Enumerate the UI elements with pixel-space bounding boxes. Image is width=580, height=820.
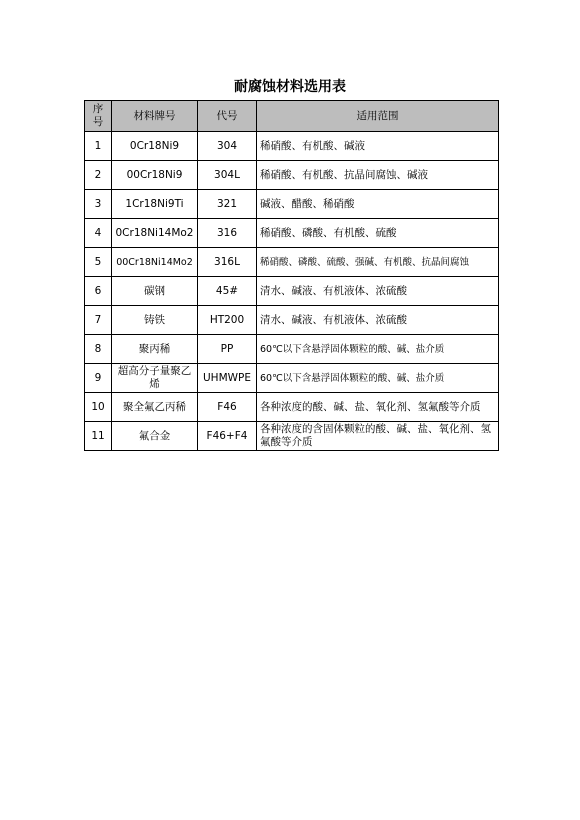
cell-scope: 稀硝酸、磷酸、硫酸、强碱、有机酸、抗晶间腐蚀 bbox=[257, 248, 499, 277]
table-row bbox=[85, 422, 499, 451]
table-row bbox=[85, 277, 499, 306]
table-row bbox=[85, 132, 499, 161]
page-title: 耐腐蚀材料选用表 bbox=[234, 79, 346, 95]
cell-code: 316 bbox=[198, 219, 257, 248]
cell-no: 11 bbox=[85, 422, 112, 451]
header-scope: 适用范围 bbox=[257, 101, 499, 132]
cell-code: 321 bbox=[198, 190, 257, 219]
cell-no: 10 bbox=[85, 393, 112, 422]
table-row bbox=[85, 248, 499, 277]
table-row bbox=[85, 219, 499, 248]
header-material: 材料牌号 bbox=[112, 101, 198, 132]
cell-no: 5 bbox=[85, 248, 112, 277]
cell-code: HT200 bbox=[198, 306, 257, 335]
header-no: 序号 bbox=[85, 101, 112, 132]
table-header-row bbox=[85, 101, 499, 132]
cell-code: 304L bbox=[198, 161, 257, 190]
table-row bbox=[85, 364, 499, 393]
cell-material: 00Cr18Ni14Mo2 bbox=[112, 248, 198, 277]
table-row bbox=[85, 393, 499, 422]
cell-code: UHMWPE bbox=[198, 364, 257, 393]
cell-no: 2 bbox=[85, 161, 112, 190]
cell-scope: 碱液、醋酸、稀硝酸 bbox=[257, 190, 499, 219]
cell-no: 1 bbox=[85, 132, 112, 161]
table-row bbox=[85, 335, 499, 364]
cell-material: 超高分子量聚乙烯 bbox=[112, 364, 198, 393]
cell-no: 4 bbox=[85, 219, 112, 248]
cell-material: 聚丙稀 bbox=[112, 335, 198, 364]
cell-code: 316L bbox=[198, 248, 257, 277]
cell-no: 9 bbox=[85, 364, 112, 393]
cell-no: 8 bbox=[85, 335, 112, 364]
cell-material: 碳钢 bbox=[112, 277, 198, 306]
cell-scope: 60℃以下含悬浮固体颗粒的酸、碱、盐介质 bbox=[257, 364, 499, 393]
cell-material: 1Cr18Ni9Ti bbox=[112, 190, 198, 219]
cell-material: 0Cr18Ni14Mo2 bbox=[112, 219, 198, 248]
cell-scope: 稀硝酸、有机酸、碱液 bbox=[257, 132, 499, 161]
cell-material: 聚全氟乙丙稀 bbox=[112, 393, 198, 422]
cell-no: 6 bbox=[85, 277, 112, 306]
cell-no: 7 bbox=[85, 306, 112, 335]
cell-code: PP bbox=[198, 335, 257, 364]
cell-material: 00Cr18Ni9 bbox=[112, 161, 198, 190]
cell-no: 3 bbox=[85, 190, 112, 219]
cell-scope: 60℃以下含悬浮固体颗粒的酸、碱、盐介质 bbox=[257, 335, 499, 364]
cell-scope: 清水、碱液、有机液体、浓硫酸 bbox=[257, 277, 499, 306]
table-row bbox=[85, 161, 499, 190]
cell-scope: 各种浓度的酸、碱、盐、氧化剂、氢氟酸等介质 bbox=[257, 393, 499, 422]
material-table bbox=[84, 100, 499, 451]
cell-code: F46 bbox=[198, 393, 257, 422]
cell-scope: 稀硝酸、有机酸、抗晶间腐蚀、碱液 bbox=[257, 161, 499, 190]
table-row bbox=[85, 190, 499, 219]
header-code: 代号 bbox=[198, 101, 257, 132]
cell-material: 氟合金 bbox=[112, 422, 198, 451]
table-row bbox=[85, 306, 499, 335]
cell-code: F46+F4 bbox=[198, 422, 257, 451]
cell-material: 0Cr18Ni9 bbox=[112, 132, 198, 161]
cell-code: 304 bbox=[198, 132, 257, 161]
cell-scope: 各种浓度的含固体颗粒的酸、碱、盐、氧化剂、氢氟酸等介质 bbox=[257, 422, 499, 451]
cell-code: 45# bbox=[198, 277, 257, 306]
cell-scope: 清水、碱液、有机液体、浓硫酸 bbox=[257, 306, 499, 335]
cell-material: 铸铁 bbox=[112, 306, 198, 335]
cell-scope: 稀硝酸、磷酸、有机酸、硫酸 bbox=[257, 219, 499, 248]
